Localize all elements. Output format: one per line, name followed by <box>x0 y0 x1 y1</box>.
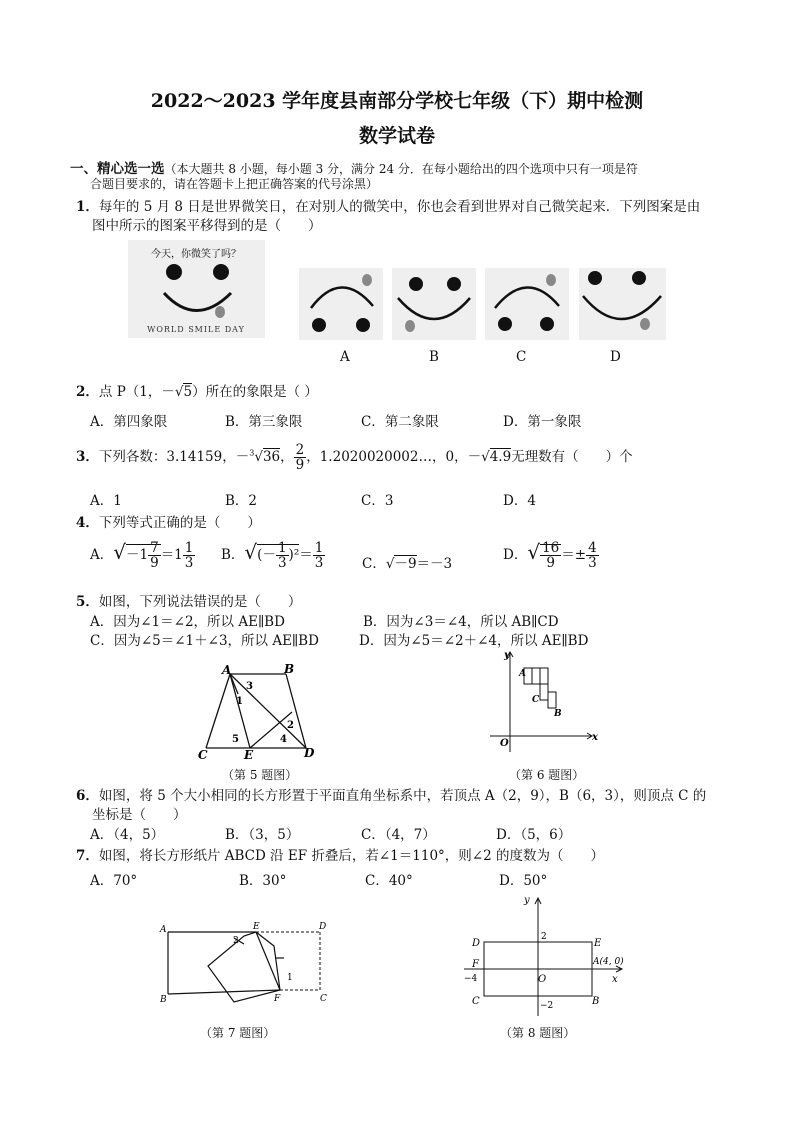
q8-axis-x: x <box>612 974 618 985</box>
q5-point-a: A <box>222 663 232 677</box>
q8-tick-neg2: −2 <box>540 1001 554 1011</box>
q7-text: 如图，将长方形纸片 ABCD 沿 EF 折叠后，若∠1＝110°，则∠2 的度数为（ ） <box>98 848 604 864</box>
q2-radicand: 5 <box>183 384 193 400</box>
q2-option-a[interactable]: A．第四象限 <box>90 414 168 430</box>
q6-axis-y: y <box>504 650 510 661</box>
q7-point-d: D <box>319 922 327 932</box>
q7-option-d[interactable]: D．50° <box>499 873 548 889</box>
q3-radical-sign: √ <box>254 449 263 465</box>
q6-axis-x: x <box>592 732 598 743</box>
q8-point-c: C <box>472 996 480 1007</box>
q7-point-e: E <box>253 922 260 932</box>
q7-caption: （第 7 题图） <box>200 1026 276 1040</box>
q7-point-c: C <box>320 994 327 1004</box>
q7-point-b: B <box>160 995 167 1005</box>
q3-cube-radicand: 36 <box>262 449 281 465</box>
q5-angle-5: 5 <box>232 734 239 745</box>
q8-point-b: B <box>592 996 600 1007</box>
q2-stem <box>76 380 318 400</box>
q6-option-d[interactable]: D．（5，6） <box>496 827 572 843</box>
section-title: 一、精心选一选 <box>70 161 165 177</box>
q1-text: 每年的 5 月 8 日是世界微笑日，在对别人的微笑中，你也会看到世界对自己微笑起来．下列图案是由 <box>98 199 701 215</box>
q5-angle-4: 4 <box>280 734 287 745</box>
q1-option-d-figure <box>579 268 666 340</box>
q2-option-b[interactable]: B．第三象限 <box>225 414 303 430</box>
q7-point-a: A <box>160 925 167 935</box>
q5-caption: （第 5 题图） <box>222 768 298 782</box>
q6-point-a: A <box>519 669 526 679</box>
q3-text-post: 无理数有（ ）个 <box>511 449 633 465</box>
q1-line1 <box>76 195 700 215</box>
q8-point-f: F <box>472 959 479 970</box>
smile-day-image <box>128 240 265 338</box>
q5-angle-3: 3 <box>246 681 253 692</box>
q5-angle-1: 1 <box>236 696 243 707</box>
q2-number: 2． <box>76 384 99 400</box>
q5-angle-2: 2 <box>287 720 294 731</box>
q7-figure <box>156 918 336 1014</box>
q2-option-c[interactable]: C．第二象限 <box>361 414 439 430</box>
q1-label-b[interactable]: B <box>429 349 439 365</box>
q8-caption: （第 8 题图） <box>500 1026 576 1040</box>
smile-image-caption: 今天，你微笑了吗？ <box>151 249 241 260</box>
q8-origin: O <box>538 974 547 985</box>
q1-line2: 图中所示的图案平移得到的是（ ） <box>92 218 322 234</box>
q5-option-c[interactable]: C．因为∠5＝∠1＋∠3，所以 AE∥BD <box>90 633 319 649</box>
q4-number: 4． <box>76 515 99 531</box>
q4-stem <box>76 511 261 531</box>
q7-point-f: F <box>274 994 281 1004</box>
q7-option-b[interactable]: B．30° <box>239 873 287 889</box>
q8-point-a: A(4, 0) <box>593 957 624 967</box>
q6-origin: O <box>500 738 509 749</box>
q4-option-a[interactable]: A．√－1 $\frac{7}{9}$ ＝1 $\frac{1}{3}$ <box>90 540 194 571</box>
q2-text-post: ）所在的象限是（ ） <box>192 384 318 400</box>
q7-angle-2: 2 <box>233 936 239 946</box>
q4-option-b[interactable]: B．√(－ $\frac{1}{3}$ )²＝ $\frac{1}{3}$ <box>221 540 324 571</box>
q3-option-b[interactable]: B．2 <box>225 493 258 509</box>
q5-number: 5． <box>76 594 99 610</box>
section-desc-2: 合题目要求的，请在答题卡上把正确答案的代号涂黑） <box>90 177 379 191</box>
q6-option-c[interactable]: C．（4，7） <box>361 827 436 843</box>
q3-option-c[interactable]: C．3 <box>361 493 394 509</box>
q6-text: 如图，将 5 个大小相同的长方形置于平面直角坐标系中，若顶点 A（2，9），B（6，3），则顶点 C 的 <box>98 788 707 804</box>
q5-stem <box>76 590 301 610</box>
q6-point-c: C <box>532 695 540 705</box>
q1-option-b-figure <box>392 268 476 340</box>
q7-option-c[interactable]: C．40° <box>365 873 413 889</box>
q6-point-b: B <box>554 709 562 719</box>
q5-text: 如图，下列说法错误的是（ ） <box>98 594 302 610</box>
q3-radicand-2: 4.9 <box>489 449 512 465</box>
q6-caption: （第 6 题图） <box>509 768 585 782</box>
q5-point-c: C <box>198 748 208 762</box>
q8-axis-y: y <box>524 895 530 906</box>
q1-option-c-figure <box>485 268 569 340</box>
q3-cube-index: 3 <box>249 448 255 458</box>
q1-label-a[interactable]: A <box>340 349 350 365</box>
q1-option-a-figure <box>299 268 383 340</box>
q6-figure <box>484 648 604 760</box>
q4-option-d[interactable]: D．√ $\frac{16}{9}$ ＝± $\frac{4}{3}$ <box>503 540 597 571</box>
q8-point-d: D <box>472 938 481 949</box>
q1-label-c[interactable]: C <box>516 349 527 365</box>
q7-number: 7． <box>76 848 99 864</box>
q7-angle-1: 1 <box>287 973 293 983</box>
q4-text: 下列等式正确的是（ ） <box>98 515 261 531</box>
page-subtitle: 数学试卷 <box>358 125 435 147</box>
q6-line1 <box>76 784 706 804</box>
q5-option-a[interactable]: A．因为∠1＝∠2，所以 AE∥BD <box>90 614 285 630</box>
q3-option-d[interactable]: D．4 <box>503 493 536 509</box>
q3-text-mid: ，1.2020020002…，0，－ <box>306 449 482 465</box>
section-desc: （本大题共 8 小题，每小题 3 分，满分 24 分．在每小题给出的四个选项中只有一项是符 <box>164 162 638 176</box>
q5-option-b[interactable]: B．因为∠3＝∠4，所以 AB∥CD <box>363 614 559 630</box>
q1-number: 1． <box>76 199 99 215</box>
q8-point-e: E <box>594 938 602 949</box>
q3-stem: 3．下列各数：3.14159，－$^3$√36， $\frac{2}{9}$ ，1.2020020002…，0，－√4.9无理数有（ ）个 <box>76 442 633 473</box>
q3-text-pre: 下列各数：3.14159，－ <box>98 449 250 465</box>
q8-tick-2: 2 <box>541 932 547 942</box>
q6-number: 6． <box>76 788 99 804</box>
q5-option-d[interactable]: D．因为∠5＝∠2＋∠4，所以 AE∥BD <box>359 633 589 649</box>
q6-option-b[interactable]: B．（3，5） <box>225 827 300 843</box>
q6-option-a[interactable]: A．（4，5） <box>90 827 165 843</box>
q2-option-d[interactable]: D．第一象限 <box>503 414 582 430</box>
q3-number: 3． <box>76 449 99 465</box>
q5-point-d: D <box>304 746 315 760</box>
page-title: 2022～2023 学年度县南部分学校七年级（下）期中检测 <box>150 90 644 112</box>
q2-text-pre: 点 P（1，－ <box>98 384 175 400</box>
q8-figure <box>462 892 642 1020</box>
q5-figure <box>194 662 324 762</box>
q3-fraction: $\frac{2}{9}$ <box>295 442 305 473</box>
q8-tick-neg4: −4 <box>464 974 478 984</box>
q2-radical-sign: √ <box>174 384 184 400</box>
q3-option-a[interactable]: A．1 <box>90 493 122 509</box>
q7-option-a[interactable]: A．70° <box>90 873 138 889</box>
q6-line2: 坐标是（ ） <box>92 807 187 823</box>
q5-point-b: B <box>284 662 295 676</box>
section-heading <box>70 157 638 177</box>
q5-point-e: E <box>244 748 254 762</box>
q1-label-d[interactable]: D <box>610 349 621 365</box>
q7-stem <box>76 844 604 864</box>
q3-radical-sign-2: √ <box>481 449 490 465</box>
q4-option-c[interactable]: C．√－9＝－3 <box>362 556 453 572</box>
smile-image-footer: WORLD SMILE DAY <box>147 325 245 334</box>
